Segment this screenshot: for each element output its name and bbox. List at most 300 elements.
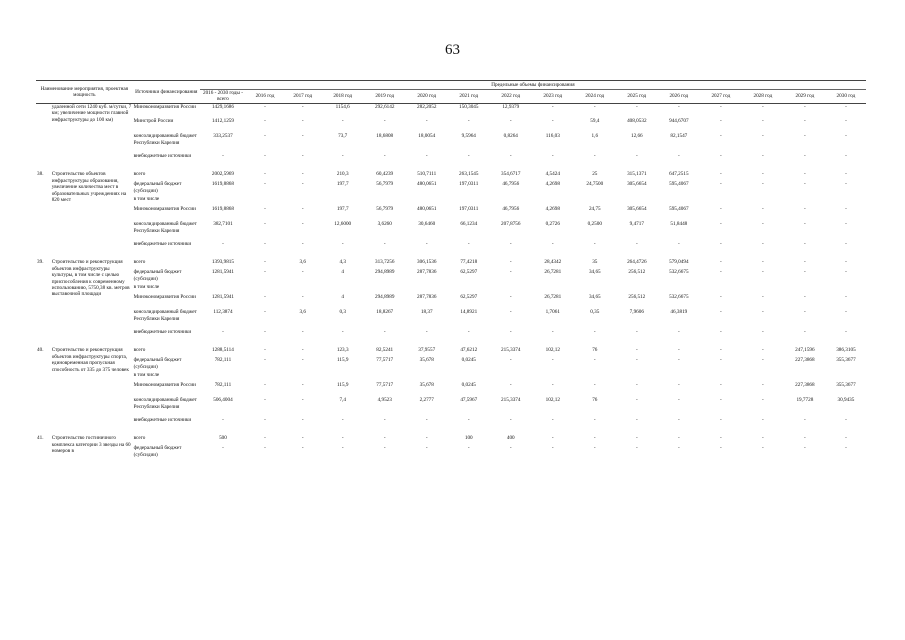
table-body (36, 103, 866, 463)
funding-source: консолидированный бюджет Республики Карелия (133, 309, 197, 322)
funding-source: Минэкономразвития России (133, 103, 196, 110)
table-row (36, 372, 866, 382)
funding-source: всего (133, 171, 146, 178)
header-financing-group: Предельные объемы финансирования (200, 81, 866, 90)
header-year-14: 2029 год (784, 90, 826, 104)
amount-cell (700, 372, 742, 382)
amount-cell: 115,9 (336, 357, 349, 364)
amount-cell: 0,2500 (587, 221, 602, 228)
amount-cell: 4,2698 (545, 206, 560, 213)
amount-cell: - (467, 445, 470, 452)
amount-cell: - (301, 241, 304, 248)
amount-cell: - (845, 133, 847, 140)
amount-cell: - (264, 417, 266, 424)
table-row (36, 206, 866, 221)
header-year-2: 2017 год (284, 90, 322, 104)
amount-cell: - (719, 294, 722, 301)
amount-cell: 14,8921 (460, 309, 478, 316)
item-number (36, 103, 51, 168)
header-year-8: 2023 год (532, 90, 574, 104)
amount-cell: - (804, 206, 806, 213)
amount-cell: 315,1371 (627, 171, 647, 178)
amount-cell: 532,6675 (669, 294, 689, 301)
amount-cell: 102,12 (545, 347, 560, 354)
amount-cell: - (551, 241, 554, 248)
header-year-5: 2020 год (406, 90, 448, 104)
amount-cell: - (264, 241, 266, 248)
amount-cell: - (222, 153, 224, 160)
amount-cell: - (301, 397, 304, 404)
amount-cell: - (301, 269, 304, 276)
amount-cell: - (677, 241, 680, 248)
amount-cell (658, 284, 700, 294)
amount-cell: - (264, 269, 266, 276)
amount-cell (826, 372, 866, 382)
amount-cell: - (719, 329, 722, 336)
item-number: 38. (37, 171, 44, 178)
amount-cell: 7,9606 (629, 309, 644, 316)
amount-cell (574, 196, 616, 206)
amount-cell: - (593, 329, 596, 336)
funding-source: федеральный бюджет (субсидии) (133, 357, 182, 370)
amount-cell: - (804, 309, 806, 316)
amount-cell: - (635, 397, 638, 404)
amount-cell: - (845, 294, 847, 301)
amount-cell: 18,37 (420, 309, 433, 316)
amount-cell: 34,65 (588, 269, 601, 276)
amount-cell: - (804, 133, 806, 140)
table-row (36, 284, 866, 294)
amount-cell: - (509, 259, 512, 266)
page-number: 63 (445, 42, 460, 58)
funding-source: всего (133, 347, 146, 354)
amount-cell: 24,7500 (586, 181, 604, 188)
amount-cell: - (845, 171, 847, 178)
amount-cell: - (845, 241, 847, 248)
amount-cell: - (301, 435, 304, 442)
amount-cell: 210,3 (336, 171, 349, 178)
amount-cell: - (635, 329, 638, 336)
amount-cell: - (719, 397, 722, 404)
amount-cell: - (264, 153, 266, 160)
amount-cell: 4,5424 (545, 171, 560, 178)
amount-cell: - (761, 445, 764, 452)
amount-cell: - (761, 103, 764, 110)
amount-cell (246, 196, 284, 206)
amount-cell: - (677, 397, 680, 404)
funding-source: внебюджетные источники (133, 329, 192, 336)
amount-cell: - (341, 153, 344, 160)
amount-cell: - (719, 269, 722, 276)
amount-cell (784, 284, 826, 294)
amount-cell: 26,7281 (544, 294, 562, 301)
amount-cell: - (635, 417, 638, 424)
table-row (36, 294, 866, 309)
amount-cell: - (301, 417, 304, 424)
table-row (36, 118, 866, 133)
amount-cell: - (719, 347, 722, 354)
amount-cell: 2002,5969 (211, 171, 234, 178)
amount-cell (826, 284, 866, 294)
amount-cell: - (222, 241, 224, 248)
table-row (36, 445, 866, 460)
amount-cell (532, 284, 574, 294)
amount-cell (658, 372, 700, 382)
amount-cell: - (301, 357, 304, 364)
amount-cell: - (845, 259, 847, 266)
amount-cell: - (845, 153, 847, 160)
table-row (36, 241, 866, 256)
amount-cell: 3,6 (299, 309, 307, 316)
item-name: Строительство и реконструкция объектов инфраструктуры культуры, в том числе с целью приспособления к современному использованию, 5750,38 кв. метров выставочной площади (51, 259, 130, 298)
table-row (36, 103, 866, 118)
header-year-13: 2028 год (742, 90, 784, 104)
header-year-0: 2016 - 2030 годы - всего (200, 90, 246, 104)
amount-cell: 12,66 (630, 133, 643, 140)
amount-cell: 35,678 (419, 357, 434, 364)
amount-cell: 400 (506, 435, 515, 442)
amount-cell: - (677, 445, 680, 452)
amount-cell: 25 (592, 171, 598, 178)
item-name: Строительство гостиничного комплекса категории 3 звезды на 60 номеров в (51, 435, 131, 455)
amount-cell: - (551, 445, 554, 452)
amount-cell: - (635, 347, 638, 354)
amount-cell: - (383, 329, 386, 336)
amount-cell: 18,8267 (376, 309, 394, 316)
amount-cell: - (804, 259, 806, 266)
amount-cell: - (845, 181, 847, 188)
amount-cell: 0,35 (590, 309, 600, 316)
amount-cell: 12,6000 (334, 221, 352, 228)
amount-cell: 37,9557 (418, 347, 436, 354)
amount-cell: 9,5964 (461, 133, 476, 140)
amount-cell: - (264, 397, 266, 404)
amount-cell (246, 372, 284, 382)
amount-cell (742, 196, 784, 206)
amount-cell: - (593, 417, 596, 424)
amount-cell: 18,0054 (418, 133, 436, 140)
amount-cell: 30,6460 (418, 221, 436, 228)
amount-cell (616, 372, 658, 382)
header-year-10: 2025 год (616, 90, 658, 104)
amount-cell: - (635, 435, 638, 442)
amount-cell: - (301, 171, 304, 178)
amount-cell: - (635, 153, 638, 160)
amount-cell: - (509, 417, 512, 424)
amount-cell: - (804, 103, 806, 110)
funding-source: внебюджетные источники (133, 417, 192, 424)
amount-cell: 26,7281 (544, 269, 562, 276)
amount-cell: - (509, 445, 512, 452)
amount-cell: 227,3868 (795, 357, 815, 364)
funding-source: в том числе (133, 284, 160, 291)
amount-cell: 207,8756 (501, 221, 521, 228)
amount-cell: - (804, 294, 806, 301)
amount-cell (448, 196, 490, 206)
amount-cell: - (719, 241, 722, 248)
header-year-3: 2018 год (322, 90, 364, 104)
amount-cell: - (804, 269, 806, 276)
amount-cell: 60,4239 (376, 171, 394, 178)
amount-cell (200, 372, 246, 382)
amount-cell: 4,2698 (545, 181, 560, 188)
amount-cell: - (301, 445, 304, 452)
amount-cell: - (804, 417, 806, 424)
amount-cell: - (301, 347, 304, 354)
funding-source: Минэкономразвития России (133, 206, 196, 213)
amount-cell: - (301, 103, 304, 110)
amount-cell: - (425, 118, 428, 125)
amount-cell: 282,2052 (417, 103, 437, 110)
amount-cell: - (677, 103, 680, 110)
amount-cell: 0,2726 (545, 221, 560, 228)
amount-cell: - (761, 118, 764, 125)
amount-cell: 59,4 (590, 118, 600, 125)
amount-cell: 24,75 (588, 206, 601, 213)
amount-cell: 305,6654 (627, 181, 647, 188)
table-row (36, 196, 866, 206)
amount-cell: - (593, 435, 596, 442)
amount-cell: - (551, 382, 554, 389)
amount-cell: - (264, 221, 266, 228)
amount-cell: 1619,8868 (211, 206, 234, 213)
amount-cell: 76 (592, 397, 598, 404)
amount-cell (284, 284, 322, 294)
item-number: 39. (37, 259, 44, 266)
amount-cell: - (761, 382, 764, 389)
amount-cell (364, 284, 406, 294)
amount-cell (284, 372, 322, 382)
item-number: 40. (37, 347, 44, 354)
table-row (36, 259, 866, 269)
amount-cell: 382,7101 (213, 221, 233, 228)
amount-cell: - (761, 435, 764, 442)
funding-source: в том числе (133, 372, 160, 379)
amount-cell: - (301, 329, 304, 336)
amount-cell (200, 284, 246, 294)
amount-cell: - (264, 382, 266, 389)
amount-cell: - (677, 435, 680, 442)
amount-cell: 0,0245 (461, 382, 476, 389)
amount-cell: 386,3105 (836, 347, 856, 354)
amount-cell: 46,7956 (502, 206, 520, 213)
header-year-12: 2027 год (700, 90, 742, 104)
amount-cell: 1281,5941 (211, 269, 234, 276)
amount-cell (448, 284, 490, 294)
amount-cell: 264,4726 (627, 259, 647, 266)
amount-cell: - (845, 329, 847, 336)
amount-cell: - (551, 435, 554, 442)
funding-source: федеральный бюджет (субсидии) (133, 269, 182, 282)
amount-cell: 247,1596 (795, 347, 815, 354)
amount-cell: - (383, 153, 386, 160)
amount-cell: - (509, 357, 512, 364)
amount-cell: - (222, 329, 224, 336)
amount-cell: - (719, 181, 722, 188)
amount-cell: - (509, 118, 512, 125)
amount-cell: - (301, 206, 304, 213)
amount-cell: - (635, 382, 638, 389)
amount-cell: - (425, 329, 428, 336)
amount-cell: 0,3 (339, 309, 346, 316)
amount-cell: - (719, 153, 722, 160)
funding-source: внебюджетные источники (133, 153, 192, 160)
amount-cell: 76 (592, 347, 598, 354)
amount-cell: - (719, 118, 722, 125)
amount-cell: - (467, 417, 470, 424)
amount-cell: - (719, 445, 722, 452)
amount-cell: - (761, 241, 764, 248)
amount-cell: - (719, 221, 722, 228)
amount-cell: - (719, 171, 722, 178)
amount-cell: 12,9379 (502, 103, 520, 110)
amount-cell: - (264, 103, 266, 110)
funding-source: Минэкономразвития России (133, 382, 196, 389)
amount-cell: 35,678 (419, 382, 434, 389)
amount-cell: 408,0532 (627, 118, 647, 125)
amount-cell: 782,111 (214, 382, 232, 389)
header-year-4: 2019 год (364, 90, 406, 104)
amount-cell: 1281,5941 (211, 294, 234, 301)
table-row (36, 133, 866, 153)
amount-cell: - (264, 445, 266, 452)
amount-cell (448, 372, 490, 382)
amount-cell: - (264, 206, 266, 213)
amount-cell: - (341, 118, 344, 125)
funding-source: в том числе (133, 196, 160, 203)
amount-cell: - (341, 435, 344, 442)
amount-cell: - (761, 417, 764, 424)
amount-cell: - (719, 206, 722, 213)
amount-cell: 647,2515 (669, 171, 689, 178)
amount-cell (574, 284, 616, 294)
amount-cell: - (761, 133, 764, 140)
amount-cell: - (635, 445, 638, 452)
funding-source: всего (133, 435, 146, 442)
amount-cell: - (804, 171, 806, 178)
amount-cell (784, 372, 826, 382)
amount-cell: - (593, 241, 596, 248)
amount-cell: - (551, 329, 554, 336)
funding-source: всего (133, 259, 146, 266)
table-row (36, 181, 866, 196)
amount-cell: 595,4067 (669, 181, 689, 188)
header-source-column: Источники финансирования (133, 81, 200, 104)
table-row (36, 347, 866, 357)
amount-cell (406, 284, 448, 294)
amount-cell (784, 196, 826, 206)
amount-cell: 197,0311 (459, 206, 479, 213)
amount-cell: - (804, 118, 806, 125)
amount-cell: - (264, 259, 266, 266)
amount-cell: 2,2777 (419, 397, 434, 404)
amount-cell (364, 372, 406, 382)
amount-cell: 7,4 (339, 397, 346, 404)
amount-cell: 28,4342 (544, 259, 562, 266)
amount-cell: 0,0245 (461, 357, 476, 364)
amount-cell: 197,7 (336, 206, 349, 213)
table-row (36, 357, 866, 372)
funding-source: консолидированный бюджет Республики Карелия (133, 397, 197, 410)
amount-cell: 305,6654 (627, 206, 647, 213)
amount-cell: 4 (341, 269, 344, 276)
amount-cell: - (509, 294, 512, 301)
table-row (36, 153, 866, 168)
amount-cell: - (509, 309, 512, 316)
amount-cell (490, 372, 532, 382)
amount-cell: 19,7728 (796, 397, 814, 404)
amount-cell: - (677, 329, 680, 336)
amount-cell: - (677, 357, 680, 364)
amount-cell: 510,7111 (417, 171, 437, 178)
amount-cell: - (845, 417, 847, 424)
financing-table (36, 80, 866, 463)
funding-source: консолидированный бюджет Республики Карелия (133, 133, 197, 146)
amount-cell: - (593, 153, 596, 160)
amount-cell: - (845, 269, 847, 276)
amount-cell (322, 372, 364, 382)
amount-cell: 1154,6 (335, 103, 350, 110)
amount-cell: 9,4717 (629, 221, 644, 228)
amount-cell (532, 196, 574, 206)
amount-cell: - (425, 417, 428, 424)
amount-cell: - (341, 417, 344, 424)
amount-cell: - (551, 103, 554, 110)
amount-cell: - (425, 445, 428, 452)
amount-cell: - (301, 382, 304, 389)
amount-cell: - (845, 103, 847, 110)
table-row (36, 309, 866, 329)
amount-cell: 355,3677 (836, 357, 856, 364)
amount-cell: 595,4067 (669, 206, 689, 213)
amount-cell: - (677, 347, 680, 354)
amount-cell (322, 284, 364, 294)
amount-cell: 287,7836 (417, 269, 437, 276)
amount-cell: - (264, 181, 266, 188)
amount-cell: - (467, 153, 470, 160)
amount-cell: - (845, 221, 847, 228)
spacer-cell (36, 460, 866, 463)
amount-cell: - (222, 417, 224, 424)
amount-cell: 4,9523 (377, 397, 392, 404)
amount-cell: 56,7979 (376, 181, 394, 188)
amount-cell (700, 196, 742, 206)
table-row (36, 171, 866, 181)
amount-cell: 215,3374 (501, 397, 521, 404)
amount-cell: - (341, 241, 344, 248)
amount-cell: - (635, 357, 638, 364)
amount-cell: 1412,1259 (211, 118, 234, 125)
header-year-6: 2021 год (448, 90, 490, 104)
amount-cell (658, 196, 700, 206)
amount-cell: - (635, 241, 638, 248)
amount-cell: - (719, 133, 722, 140)
amount-cell: - (509, 269, 512, 276)
amount-cell: - (425, 153, 428, 160)
amount-cell: 62,5297 (460, 294, 478, 301)
amount-cell: - (845, 118, 847, 125)
header-year-15: 2030 год (826, 90, 866, 104)
amount-cell (364, 196, 406, 206)
amount-cell: 77,4218 (460, 259, 478, 266)
amount-cell: - (761, 153, 764, 160)
amount-cell: 115,9 (336, 382, 349, 389)
amount-cell: 46,3819 (670, 309, 688, 316)
amount-cell (700, 284, 742, 294)
amount-cell: - (719, 417, 722, 424)
funding-source: внебюджетные источники (133, 241, 192, 248)
amount-cell: 73,7 (338, 133, 348, 140)
